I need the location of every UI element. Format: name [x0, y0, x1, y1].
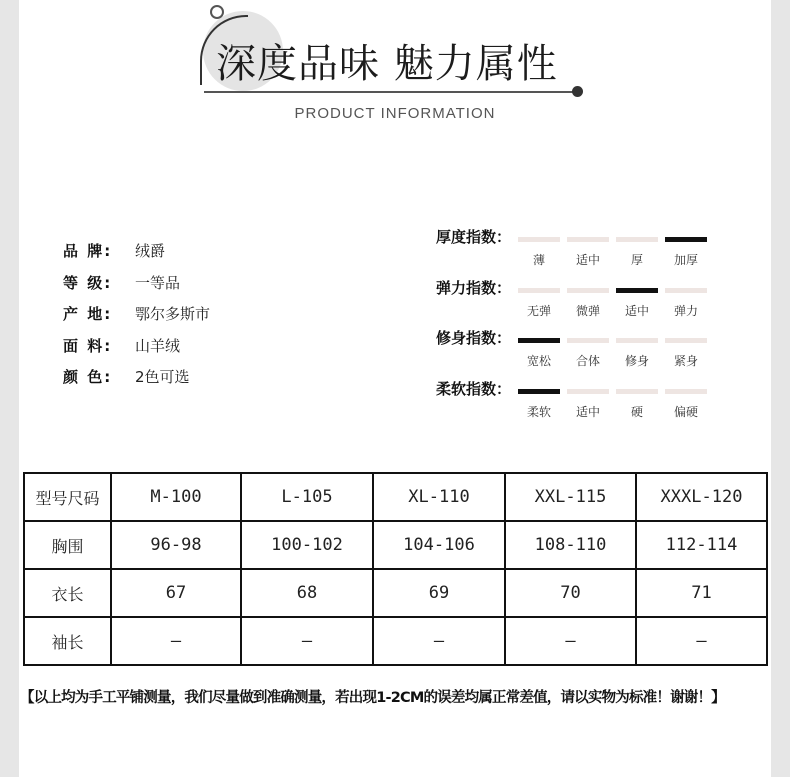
info-key: 产 地:	[63, 305, 113, 324]
info-value: 一等品	[135, 273, 181, 292]
table-cell: 胸围	[24, 521, 111, 569]
info-value: 鄂尔多斯市	[135, 305, 211, 324]
product-info-list	[63, 235, 210, 393]
decorative-ring-icon	[210, 5, 224, 19]
table-cell: 112-114	[636, 521, 767, 569]
table-cell: 96-98	[111, 521, 241, 569]
table-header-cell: XXL-115	[505, 473, 636, 521]
info-row-grade	[63, 267, 210, 299]
index-bar	[567, 288, 609, 293]
index-option: 适中	[575, 405, 600, 419]
index-option: 无弹	[526, 304, 551, 318]
info-row-fabric	[63, 330, 210, 362]
index-option: 硬	[630, 405, 643, 419]
title-underline	[204, 91, 576, 93]
index-bar	[518, 288, 560, 293]
index-bar	[616, 389, 658, 394]
info-row-origin	[63, 298, 210, 330]
index-option: 适中	[624, 304, 649, 318]
index-bar	[665, 237, 707, 242]
index-option: 柔软	[526, 405, 551, 419]
index-option: 厚	[630, 253, 643, 267]
index-bar	[616, 338, 658, 343]
index-option: 修身	[624, 354, 649, 368]
index-option: 适中	[575, 253, 600, 267]
table-row	[24, 617, 767, 665]
index-label: 弹力指数：	[436, 279, 512, 297]
table-cell: 108-110	[505, 521, 636, 569]
index-bar	[616, 237, 658, 242]
table-cell: 67	[111, 569, 241, 617]
index-label: 厚度指数：	[436, 228, 512, 246]
table-cell: 69	[373, 569, 505, 617]
table-cell: —	[373, 617, 505, 665]
index-option: 加厚	[673, 253, 698, 267]
page-subtitle: PRODUCT INFORMATION	[294, 105, 496, 122]
index-bar	[567, 338, 609, 343]
table-cell: 71	[636, 569, 767, 617]
index-option: 弹力	[673, 304, 698, 318]
measurement-note: 【以上均为手工平铺测量，我们尽量做到准确测量，若出现1-2CM的误差均属正常差值，请以实物为标准！谢谢！】	[20, 690, 725, 706]
table-row	[24, 569, 767, 617]
index-bar	[665, 288, 707, 293]
info-value: 绒爵	[135, 242, 166, 261]
page-title: 深度品味 魅力属性	[216, 41, 558, 87]
index-label: 柔软指数：	[436, 380, 512, 398]
table-cell: —	[636, 617, 767, 665]
index-option: 薄	[532, 253, 545, 267]
index-bar	[567, 389, 609, 394]
index-bar	[518, 389, 560, 394]
table-cell: 68	[241, 569, 373, 617]
info-key: 等 级:	[63, 273, 113, 292]
table-cell: 104-106	[373, 521, 505, 569]
table-cell: —	[241, 617, 373, 665]
info-key: 品 牌:	[63, 242, 113, 261]
index-bar	[518, 237, 560, 242]
index-bar	[665, 389, 707, 394]
table-cell: —	[111, 617, 241, 665]
table-row	[24, 521, 767, 569]
index-bar	[518, 338, 560, 343]
index-bar	[665, 338, 707, 343]
info-value: 2色可选	[135, 368, 190, 387]
table-header-cell: M-100	[111, 473, 241, 521]
info-value: 山羊绒	[135, 336, 181, 355]
table-header-cell: L-105	[241, 473, 373, 521]
info-key: 颜 色:	[63, 368, 113, 387]
index-bar	[567, 237, 609, 242]
info-row-color	[63, 361, 210, 393]
table-header-cell: XL-110	[373, 473, 505, 521]
index-option: 合体	[575, 354, 600, 368]
table-cell: 袖长	[24, 617, 111, 665]
table-header-cell: XXXL-120	[636, 473, 767, 521]
index-option: 微弹	[575, 304, 600, 318]
info-key: 面 料:	[63, 336, 113, 355]
table-cell: 70	[505, 569, 636, 617]
table-cell: —	[505, 617, 636, 665]
info-row-brand	[63, 235, 210, 267]
table-header-cell: 型号尺码	[24, 473, 111, 521]
index-option: 宽松	[526, 354, 551, 368]
title-dot-icon	[572, 86, 583, 97]
index-option: 紧身	[673, 354, 698, 368]
index-bar	[616, 288, 658, 293]
table-header-row	[24, 473, 767, 521]
index-label: 修身指数：	[436, 329, 512, 347]
index-option: 偏硬	[673, 405, 698, 419]
table-cell: 衣长	[24, 569, 111, 617]
size-table	[23, 472, 768, 666]
table-cell: 100-102	[241, 521, 373, 569]
